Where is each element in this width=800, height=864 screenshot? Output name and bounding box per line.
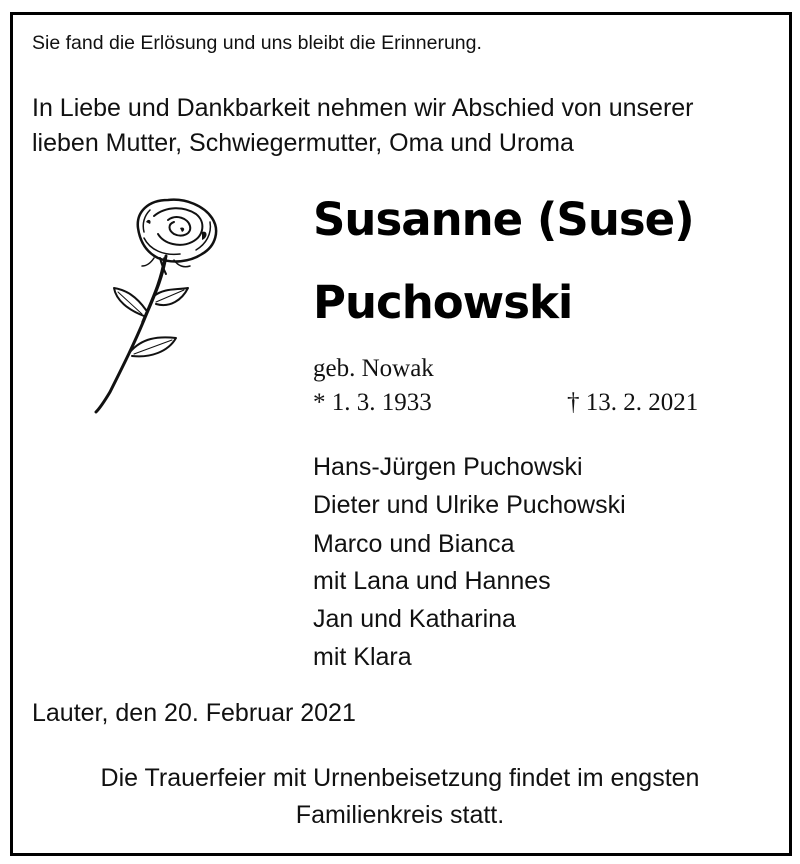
intro-line-1: In Liebe und Dankbarkeit nehmen wir Abschied von unserer: [32, 94, 694, 122]
mourner-line: Dieter und Ulrike Puchowski: [313, 491, 626, 519]
funeral-notice-line-2: Familienkreis statt.: [295, 801, 505, 829]
birth-name: geb. Nowak: [313, 355, 434, 382]
mourner-line: mit Lana und Hannes: [313, 567, 551, 595]
funeral-notice-line-1: Die Trauerfeier mit Urnenbeisetzung findet im engsten: [100, 764, 700, 792]
birth-date: * 1. 3. 1933: [313, 389, 432, 416]
deceased-name-line-2: Puchowski: [313, 276, 573, 329]
mourner-line: mit Klara: [313, 643, 412, 671]
deceased-name-line-1: Susanne (Suse): [313, 193, 694, 246]
death-date: † 13. 2. 2021: [567, 389, 699, 416]
rose-icon: [84, 192, 234, 414]
mourner-line: Hans-Jürgen Puchowski: [313, 453, 583, 481]
mourner-line: Marco und Bianca: [313, 530, 515, 558]
intro-line-2: lieben Mutter, Schwiegermutter, Oma und Uroma: [32, 129, 574, 157]
place-and-date: Lauter, den 20. Februar 2021: [32, 699, 356, 727]
motto-text: Sie fand die Erlösung und uns bleibt die Erinnerung.: [32, 32, 482, 54]
mourner-line: Jan und Katharina: [313, 605, 516, 633]
